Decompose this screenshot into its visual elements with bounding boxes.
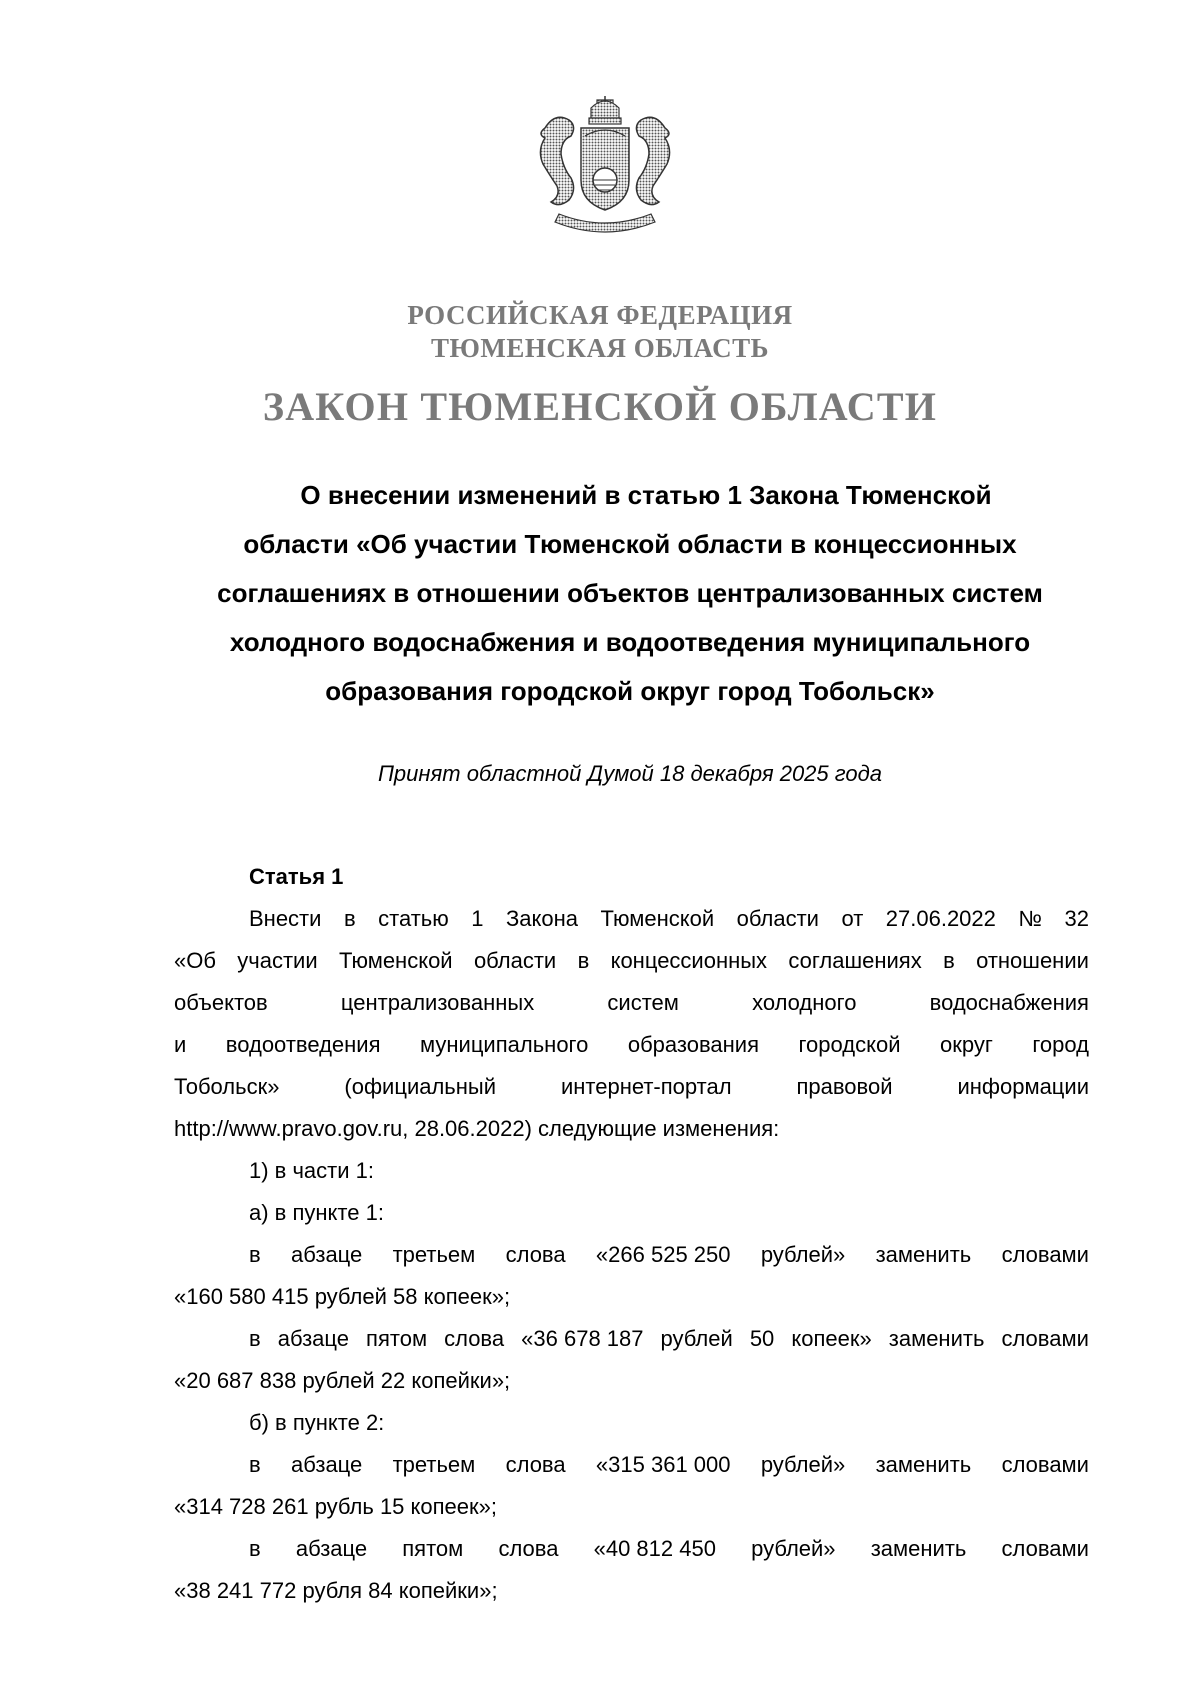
word: в bbox=[249, 1242, 261, 1267]
article-text-line bbox=[174, 1032, 1089, 1074]
word: Внести bbox=[249, 906, 322, 931]
word: «Об bbox=[174, 948, 216, 973]
article-text-line bbox=[174, 990, 1089, 1032]
word: соглашениях bbox=[788, 948, 922, 973]
word: рублей bbox=[660, 1326, 733, 1351]
word: слова bbox=[444, 1326, 505, 1351]
word: в bbox=[943, 948, 955, 973]
word: «40 812 450 bbox=[593, 1536, 716, 1561]
word: Тобольск» bbox=[174, 1074, 280, 1099]
article-text-line bbox=[249, 1452, 1089, 1494]
word: муниципального bbox=[420, 1032, 589, 1057]
word: «36 678 187 bbox=[521, 1326, 644, 1351]
word: город bbox=[1032, 1032, 1089, 1057]
word: в bbox=[343, 906, 356, 931]
word: словами bbox=[1001, 1242, 1089, 1267]
word: пятом bbox=[366, 1326, 428, 1351]
article-heading: Статья 1 bbox=[249, 864, 344, 889]
list-item: 1) в части 1: bbox=[249, 1158, 374, 1183]
word: заменить bbox=[875, 1242, 972, 1267]
word: объектов bbox=[174, 990, 268, 1015]
word: словами bbox=[1001, 1452, 1089, 1477]
word: слова bbox=[505, 1452, 566, 1477]
word: «315 361 000 bbox=[595, 1452, 731, 1477]
word: информации bbox=[957, 1074, 1089, 1099]
adoption-note: Принят областной Думой 18 декабря 2025 года bbox=[377, 761, 882, 786]
word: словами bbox=[1001, 1536, 1089, 1561]
law-title-line: образования городской округ город Тобольск» bbox=[325, 676, 935, 706]
word: Закона bbox=[506, 906, 579, 931]
word: области bbox=[736, 906, 819, 931]
word: заменить bbox=[875, 1452, 972, 1477]
word: водоотведения bbox=[225, 1032, 381, 1057]
word: участии bbox=[237, 948, 318, 973]
article-text-line bbox=[249, 1242, 1089, 1284]
word: рублей» bbox=[760, 1452, 846, 1477]
word: в bbox=[249, 1326, 261, 1351]
word: 32 bbox=[1064, 906, 1089, 931]
word: рублей» bbox=[751, 1536, 836, 1561]
word: в bbox=[249, 1536, 261, 1561]
article-text-line: «38 241 772 рубля 84 копейки»; bbox=[174, 1578, 498, 1603]
word: в bbox=[577, 948, 590, 973]
word: систем bbox=[607, 990, 679, 1015]
word: Тюменской bbox=[338, 948, 453, 973]
word: пятом bbox=[402, 1536, 464, 1561]
word: копеек» bbox=[791, 1326, 872, 1351]
word: правовой bbox=[796, 1074, 893, 1099]
coat-of-arms-icon bbox=[525, 96, 685, 234]
word: заменить bbox=[888, 1326, 985, 1351]
word: образования bbox=[627, 1032, 759, 1057]
word: отношении bbox=[976, 948, 1089, 973]
law-title bbox=[150, 471, 1110, 716]
law-title-line: соглашениях в отношении объектов централизованных систем bbox=[217, 578, 1043, 608]
word: интернет-портал bbox=[560, 1074, 732, 1099]
word: третьем bbox=[392, 1242, 476, 1267]
article-text-line bbox=[174, 948, 1089, 990]
word: абзаце bbox=[291, 1242, 363, 1267]
word: 1 bbox=[471, 906, 484, 931]
header-country: РОССИЙСКАЯ ФЕДЕРАЦИЯ bbox=[407, 300, 793, 330]
word: городской bbox=[798, 1032, 901, 1057]
word: Тюменской bbox=[600, 906, 715, 931]
word: водоснабжения bbox=[929, 990, 1089, 1015]
word: рублей» bbox=[760, 1242, 846, 1267]
word: словами bbox=[1001, 1326, 1089, 1351]
word: концессионных bbox=[610, 948, 768, 973]
article-text-line bbox=[174, 1074, 1089, 1116]
word: холодного bbox=[752, 990, 857, 1015]
word: (официальный bbox=[344, 1074, 497, 1099]
law-title-line: области «Об участии Тюменской области в концессионных bbox=[243, 529, 1017, 559]
word: заменить bbox=[870, 1536, 967, 1561]
word: абзаце bbox=[291, 1452, 363, 1477]
word: области bbox=[473, 948, 557, 973]
word: и bbox=[174, 1032, 187, 1057]
word: статью bbox=[378, 906, 449, 931]
word: абзаце bbox=[295, 1536, 368, 1561]
article-text-line bbox=[249, 1536, 1089, 1578]
word: № bbox=[1018, 906, 1042, 931]
word: централизованных bbox=[340, 990, 535, 1015]
list-item: а) в пункте 1: bbox=[249, 1200, 384, 1225]
article-text-line: «314 728 261 рубль 15 копеек»; bbox=[174, 1494, 497, 1519]
word: округ bbox=[940, 1032, 993, 1057]
word: 27.06.2022 bbox=[885, 906, 996, 931]
header-region: ТЮМЕНСКАЯ ОБЛАСТЬ bbox=[430, 333, 770, 363]
header-law-title: ЗАКОН ТЮМЕНСКОЙ ОБЛАСТИ bbox=[262, 384, 938, 429]
word: третьем bbox=[392, 1452, 476, 1477]
word: слова bbox=[505, 1242, 566, 1267]
article-text-line: http://www.pravo.gov.ru, 28.06.2022) следующие изменения: bbox=[174, 1116, 780, 1141]
law-title-line: холодного водоснабжения и водоотведения муниципального bbox=[229, 627, 1031, 657]
word: в bbox=[249, 1452, 261, 1477]
article-text-line: «160 580 415 рублей 58 копеек»; bbox=[174, 1284, 511, 1309]
article-text-line: «20 687 838 рублей 22 копейки»; bbox=[174, 1368, 511, 1393]
article-text-line bbox=[249, 906, 1089, 948]
law-title-line: О внесении изменений в статью 1 Закона Тюменской bbox=[300, 480, 992, 510]
word: слова bbox=[498, 1536, 559, 1561]
word: «266 525 250 bbox=[595, 1242, 731, 1267]
word: 50 bbox=[749, 1326, 775, 1351]
word: от bbox=[841, 906, 864, 931]
list-item: б) в пункте 2: bbox=[249, 1410, 385, 1435]
word: абзаце bbox=[277, 1326, 349, 1351]
article-text-line bbox=[249, 1326, 1089, 1368]
